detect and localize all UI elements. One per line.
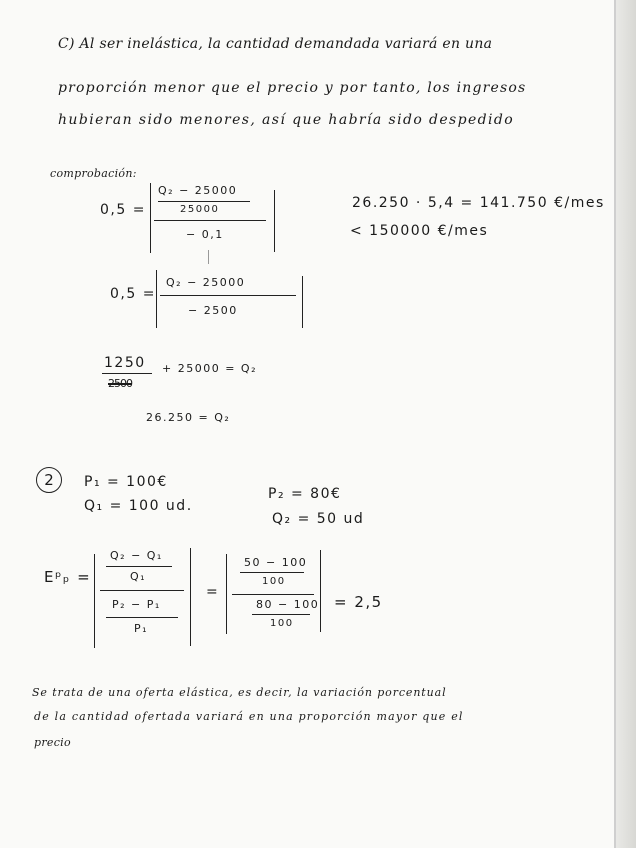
section-c-line2: proporción menor que el precio y por tanto, los ingresos [58,80,527,96]
eq2-lhs: 0,5 = [110,286,156,302]
frac2-top-num: 50 − 100 [244,556,308,569]
side-compare: < 150000 €/mes [350,223,489,239]
eq1-inner-line [158,201,250,202]
frac2-bot-line [252,614,310,615]
frac2-abs-left [226,554,227,634]
q1-value: Q₁ = 100 ud. [84,498,193,514]
conclusion-line3: precio [34,736,71,749]
frac2-bot-num: 80 − 100 [256,598,320,611]
eq1-abs-left [150,183,151,253]
section-c-line1: C) Al ser inelástica, la cantidad demandada variará en una [58,36,493,52]
eq1-tick-mark [208,250,209,264]
elasticity-label: Eᵖₚ = [44,568,92,586]
frac1-top-line [106,566,172,567]
section-c-line3: hubieran sido menores, así que habría sido despedido [58,112,515,128]
p2-value: P₂ = 80€ [268,486,342,502]
eq4: 26.250 = Q₂ [146,411,231,424]
equals-sign: = [206,584,220,600]
conclusion-line1: Se trata de una oferta elástica, es decir, la variación porcentual [32,686,447,699]
eq1-num-top: Q₂ − 25000 [158,184,238,197]
elasticity-result: = 2,5 [334,593,383,611]
eq1-main-line [154,220,266,221]
ep-abs-right [190,548,191,646]
ep-abs-left [94,554,95,648]
page-edge [614,0,616,848]
eq2-abs-left [156,270,157,328]
eq1-num-bottom: 25000 [180,204,220,215]
eq3-frac-top: 1250 [104,355,146,371]
eq2-abs-right [302,276,303,328]
p1-value: P₁ = 100€ [84,474,168,490]
conclusion-line2: de la cantidad ofertada variará en una proporción mayor que el [34,710,464,723]
frac1-bot-num: P₂ − P₁ [112,598,161,611]
eq3-frac-bottom-struck: 2500 [108,377,132,390]
eq2-main-line [160,295,296,296]
frac1-bot-line [106,617,178,618]
frac2-main-line [232,594,314,595]
frac2-abs-right [320,550,321,632]
frac2-top-line [240,572,304,573]
problem-number-circle: 2 [36,467,62,493]
frac2-bot-den: 100 [270,618,294,629]
side-calc: 26.250 · 5,4 = 141.750 €/mes [352,195,605,211]
eq1-den: − 0,1 [186,228,224,241]
comprobacion-label: comprobación: [50,167,137,180]
frac1-main-line [100,590,184,591]
frac2-top-den: 100 [262,576,286,587]
eq1-lhs: 0,5 = [100,202,146,218]
eq3-frac-line [102,373,152,374]
q2-value: Q₂ = 50 ud [272,511,365,527]
frac1-bot-den: P₁ [134,622,149,635]
eq2-num: Q₂ − 25000 [166,276,246,289]
eq1-abs-right [274,190,275,252]
frac1-top-den: Q₁ [130,570,147,583]
eq2-den: − 2500 [188,304,238,317]
frac1-top-num: Q₂ − Q₁ [110,549,163,562]
page-edge-shadow [616,0,636,848]
eq3-rest: + 25000 = Q₂ [162,362,257,375]
